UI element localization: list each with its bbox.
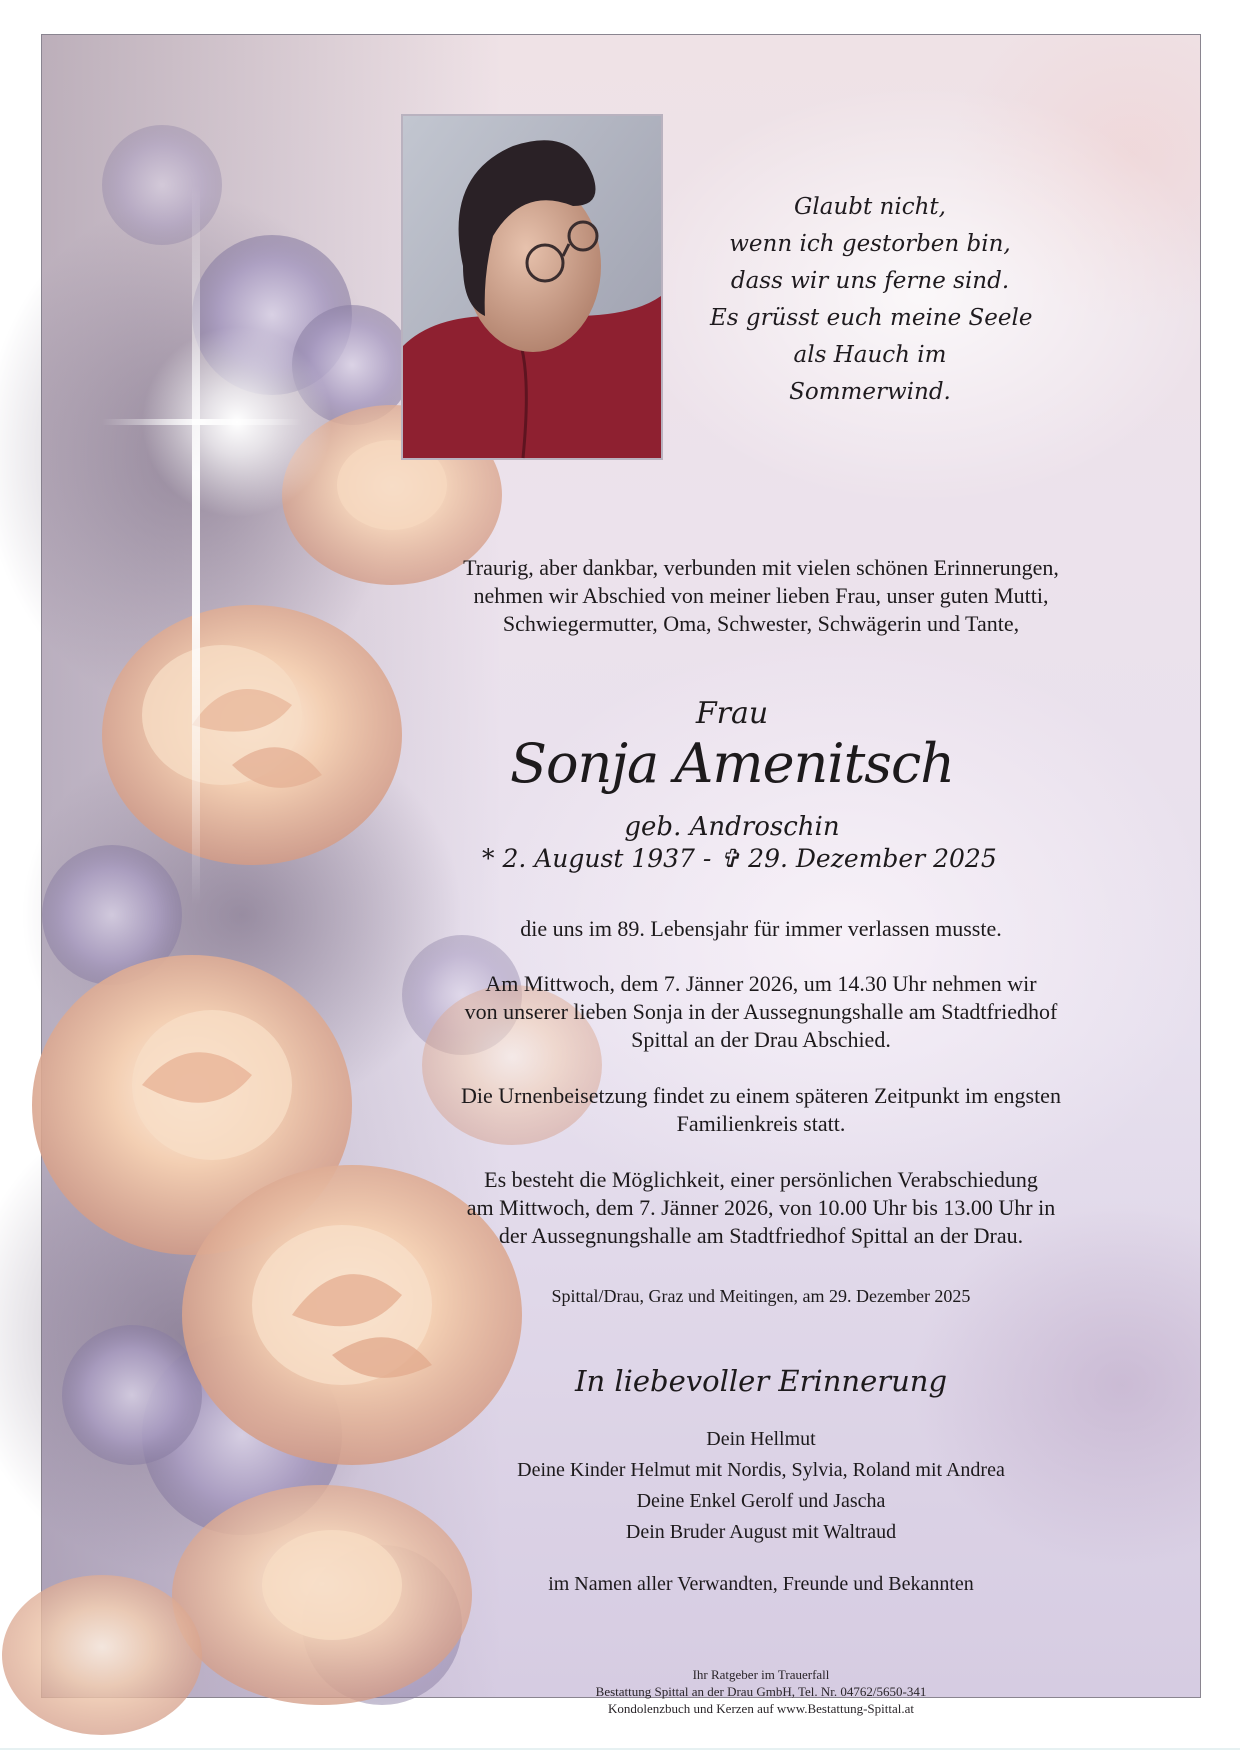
urn-text <box>383 1082 1139 1138</box>
poem <box>710 189 1033 411</box>
paragraph-line: Die Urnenbeisetzung findet zu einem späteren Zeitpunkt im engsten <box>461 1083 1061 1108</box>
footer <box>483 1666 1039 1717</box>
paragraph-line: Familienkreis statt. <box>676 1111 846 1136</box>
portrait-photo <box>401 114 663 460</box>
family-line: Dein Bruder August mit Waltraud <box>625 1521 897 1543</box>
footer-line: Bestattung Spittal an der Drau GmbH, Tel. Nr. 04762/5650-341 <box>595 1684 927 1699</box>
family-line: Dein Hellmut <box>706 1428 816 1450</box>
scan-edge <box>0 1748 1240 1750</box>
obituary-card <box>41 34 1201 1716</box>
family-line: Deine Kinder Helmut mit Nordis, Sylvia, Roland mit Andrea <box>517 1459 1005 1481</box>
paragraph-line: am Mittwoch, dem 7. Jänner 2026, von 10.00 Uhr bis 13.00 Uhr in <box>466 1195 1056 1220</box>
intro-line: Schwiegermutter, Oma, Schwester, Schwägerin und Tante, <box>502 611 1020 636</box>
paragraph-line: der Aussegnungshalle am Stadtfriedhof Spittal an der Drau. <box>498 1223 1024 1248</box>
farewell-text <box>383 1166 1139 1250</box>
paragraph-line: Am Mittwoch, dem 7. Jänner 2026, um 14.30 Uhr nehmen wir <box>485 971 1037 996</box>
poem-line: als Hauch im <box>793 342 947 368</box>
paragraph-line: von unserer lieben Sonja in der Aussegnungshalle am Stadtfriedhof <box>464 999 1058 1024</box>
paragraph-line: Spittal an der Drau Abschied. <box>631 1027 891 1052</box>
closing-text: im Namen aller Verwandten, Freunde und Bekannten <box>548 1573 974 1595</box>
ceremony-text <box>383 970 1139 1054</box>
family-line: Deine Enkel Gerolf und Jascha <box>636 1490 886 1512</box>
paragraph-line: Es besteht die Möglichkeit, einer persönlichen Verabschiedung <box>484 1167 1038 1192</box>
poem-line: dass wir uns ferne sind. <box>730 268 1010 294</box>
deceased-name: Sonja Amenitsch <box>509 732 955 795</box>
footer-line: Ihr Ratgeber im Trauerfall <box>692 1667 830 1682</box>
poem-line: wenn ich gestorben bin, <box>729 231 1011 257</box>
poem-line: Es grüsst euch meine Seele <box>710 305 1033 331</box>
salutation: Frau <box>695 696 769 731</box>
maiden-name: geb. Androschin <box>624 812 840 842</box>
poem-line: Glaubt nicht, <box>794 194 946 220</box>
place-date: Spittal/Drau, Graz und Meitingen, am 29. Dezember 2025 <box>551 1286 971 1306</box>
intro-line: Traurig, aber dankbar, verbunden mit vielen schönen Erinnerungen, <box>463 555 1059 580</box>
life-dates: * 2. August 1937 - ✞ 29. Dezember 2025 <box>482 844 997 873</box>
intro-text <box>383 554 1139 638</box>
footer-line: Kondolenzbuch und Kerzen auf www.Bestattung-Spittal.at <box>607 1701 915 1716</box>
memory-heading: In liebevoller Erinnerung <box>574 1364 948 1398</box>
paragraph-line: die uns im 89. Lebensjahr für immer verlassen musste. <box>520 916 1002 941</box>
intro-line: nehmen wir Abschied von meiner lieben Frau, unser guten Mutti, <box>473 583 1049 608</box>
poem-line: Sommerwind. <box>789 379 951 405</box>
age-text <box>383 915 1139 943</box>
family-list <box>383 1424 1139 1548</box>
